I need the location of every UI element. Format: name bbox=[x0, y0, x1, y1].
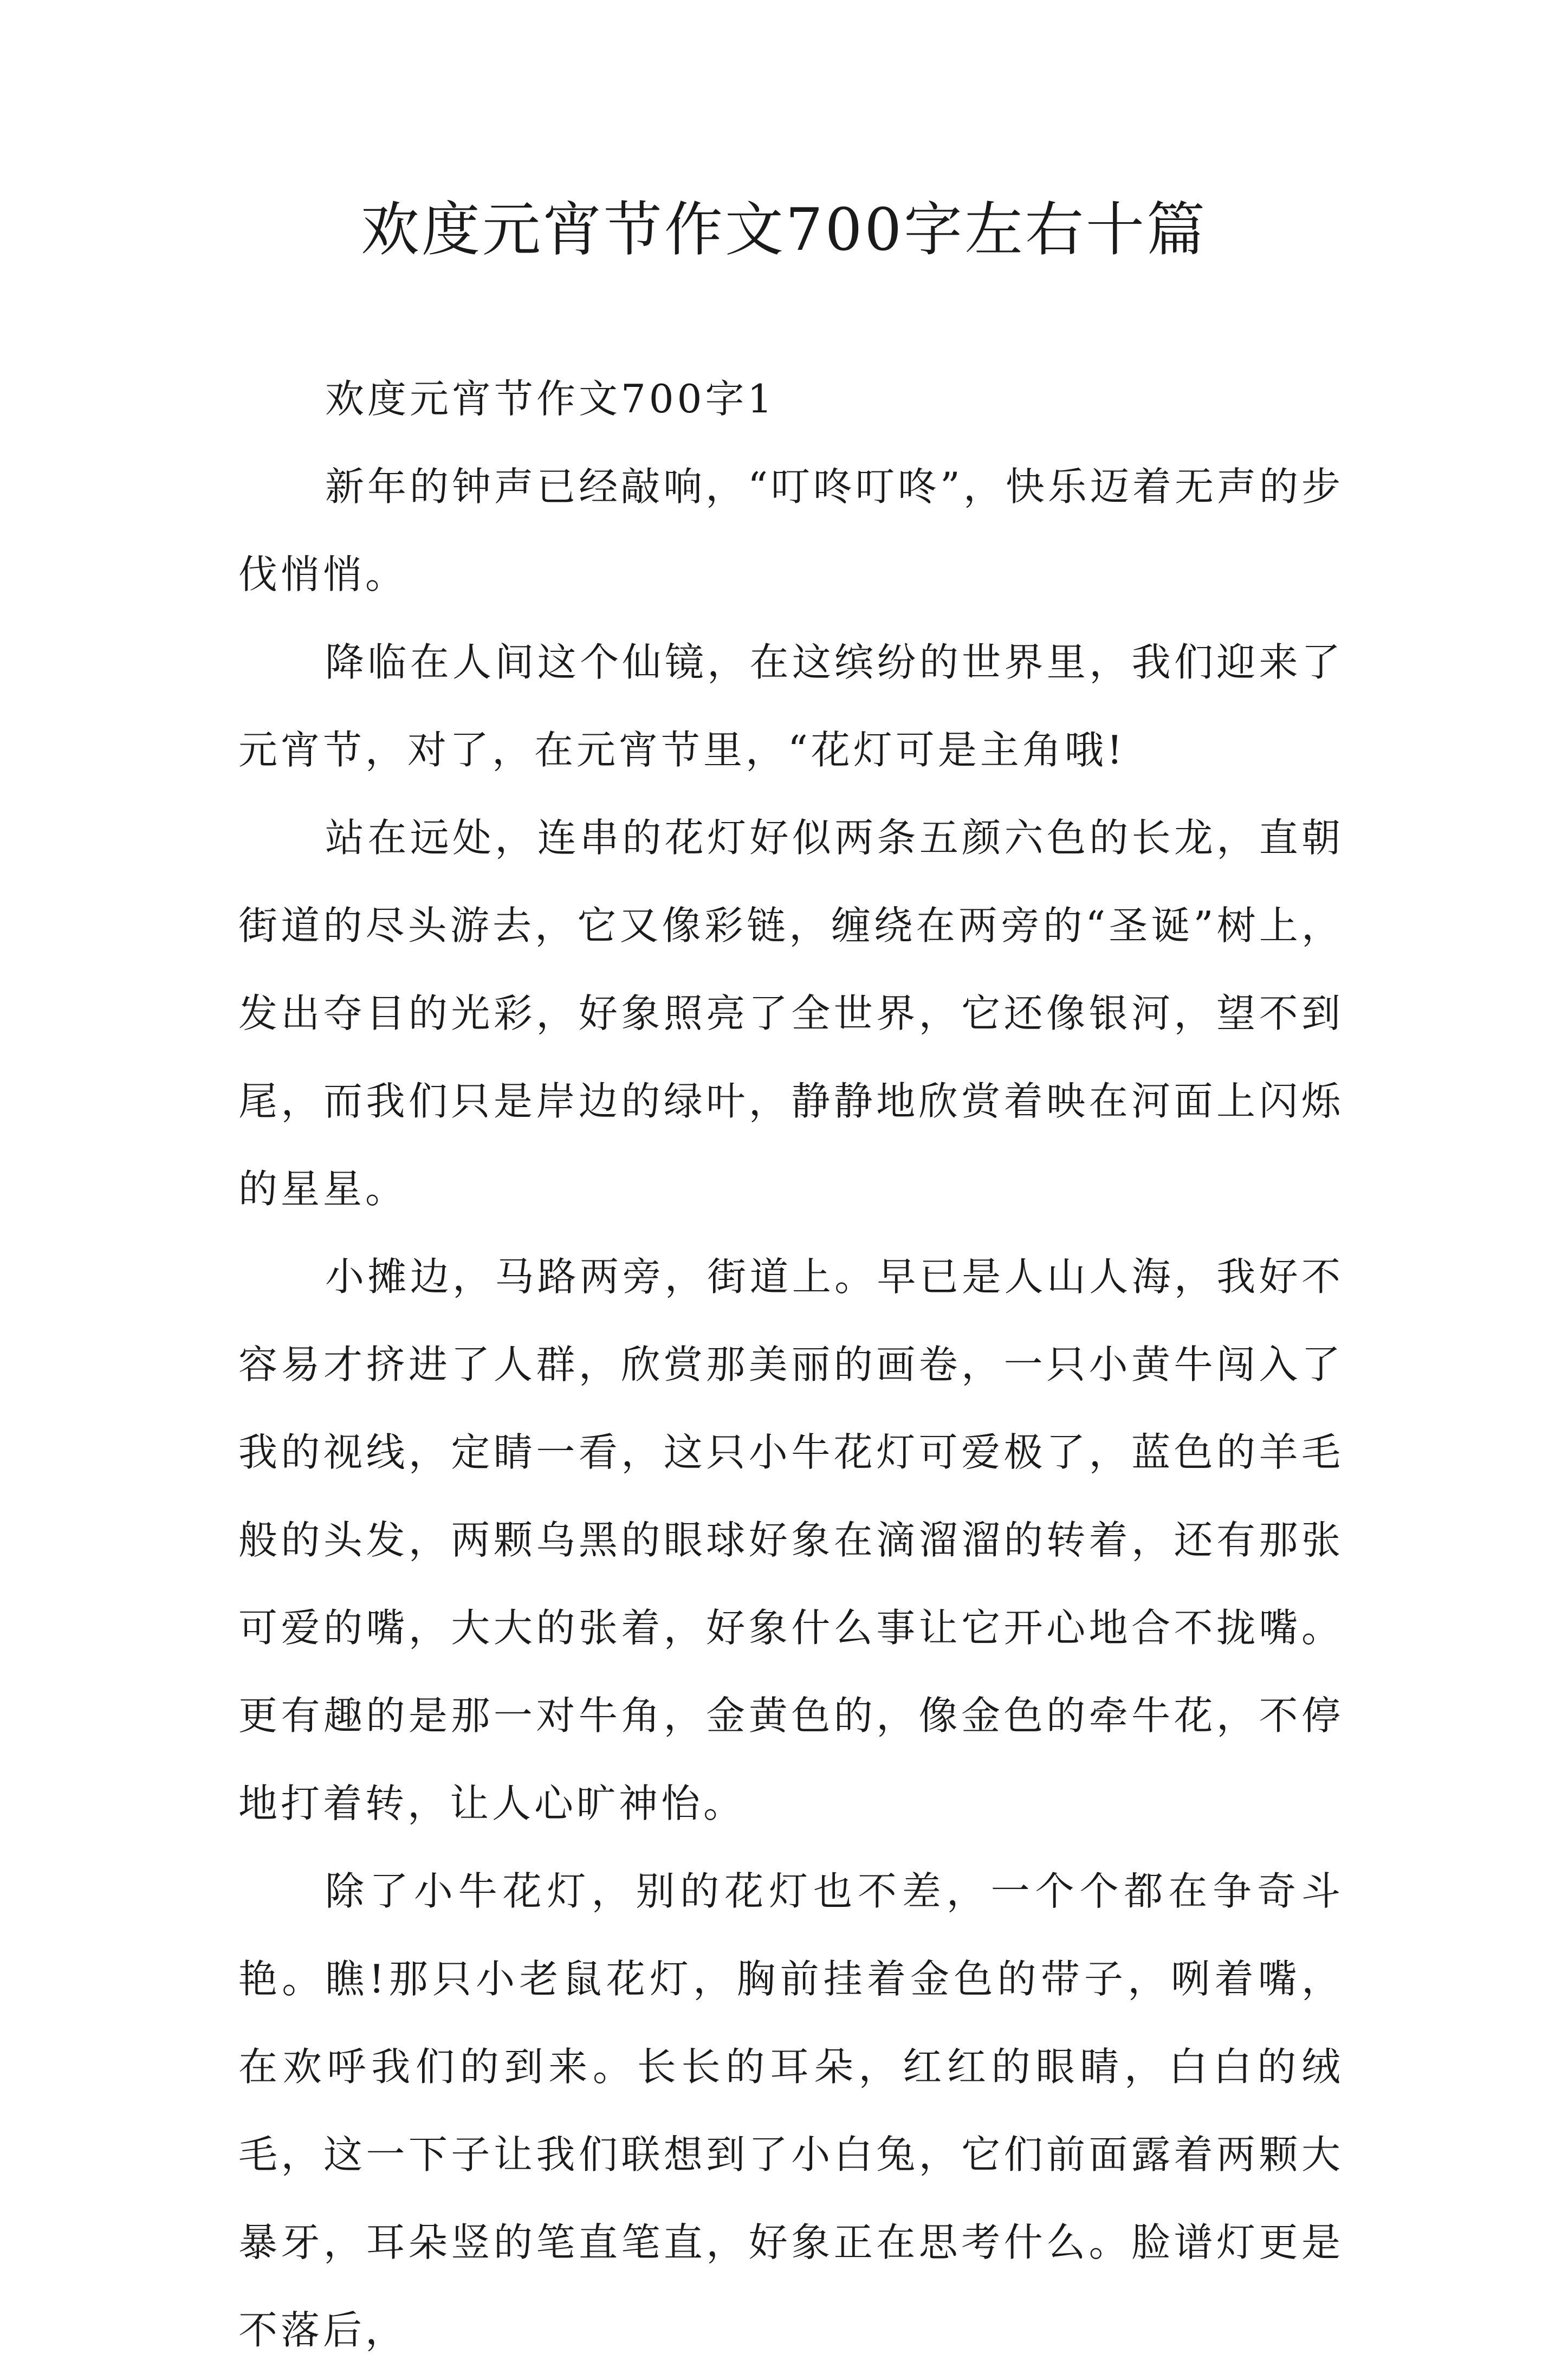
paragraph: 小摊边，马路两旁，街道上。早已是人山人海，我好不容易才挤进了人群，欣赏那美丽的画卷，一只小黄牛闯入了我的视线，定睛一看，这只小牛花灯可爱极了，蓝色的羊毛般的头发，两颗乌黑的眼球好象在滴溜溜的转着，还有那张可爱的嘴，大大的张着，好象什么事让它开心地合不拢嘴。更有趣的是那一对牛角，金黄色的，像金色的牵牛花，不停地打着转，让人心旷神怡。 bbox=[238, 1254, 1344, 1826]
document-title: 欢度元宵节作文700字左右十篇 bbox=[360, 196, 1208, 264]
section-heading: 欢度元宵节作文700字1 bbox=[325, 376, 776, 422]
paragraph: 站在远处，连串的花灯好似两条五颜六色的长龙，直朝街道的尽头游去，它又像彩链，缠绕在两旁的“圣诞”树上，发出夺目的光彩，好象照亮了全世界，它还像银河，望不到尾，而我们只是岸边的绿叶，静静地欣赏着映在河面上闪烁的星星。 bbox=[238, 815, 1344, 1212]
document-body bbox=[238, 355, 1344, 2374]
paragraph: 降临在人间这个仙镜，在这缤纷的世界里，我们迎来了元宵节，对了，在元宵节里，“花灯可是主角哦! bbox=[238, 639, 1344, 773]
paragraph: 新年的钟声已经敲响，“叮咚叮咚”，快乐迈着无声的步伐悄悄。 bbox=[238, 464, 1344, 597]
paragraph: 除了小牛花灯，别的花灯也不差，一个个都在争奇斗艳。瞧!那只小老鼠花灯，胸前挂着金色的带子，咧着嘴，在欢呼我们的到来。长长的耳朵，红红的眼睛，白白的绒毛，这一下子让我们联想到了小白兔，它们前面露着两颗大暴牙，耳朵竖的笔直笔直，好象正在思考什么。脸谱灯更是不落后， bbox=[238, 1868, 1344, 2353]
